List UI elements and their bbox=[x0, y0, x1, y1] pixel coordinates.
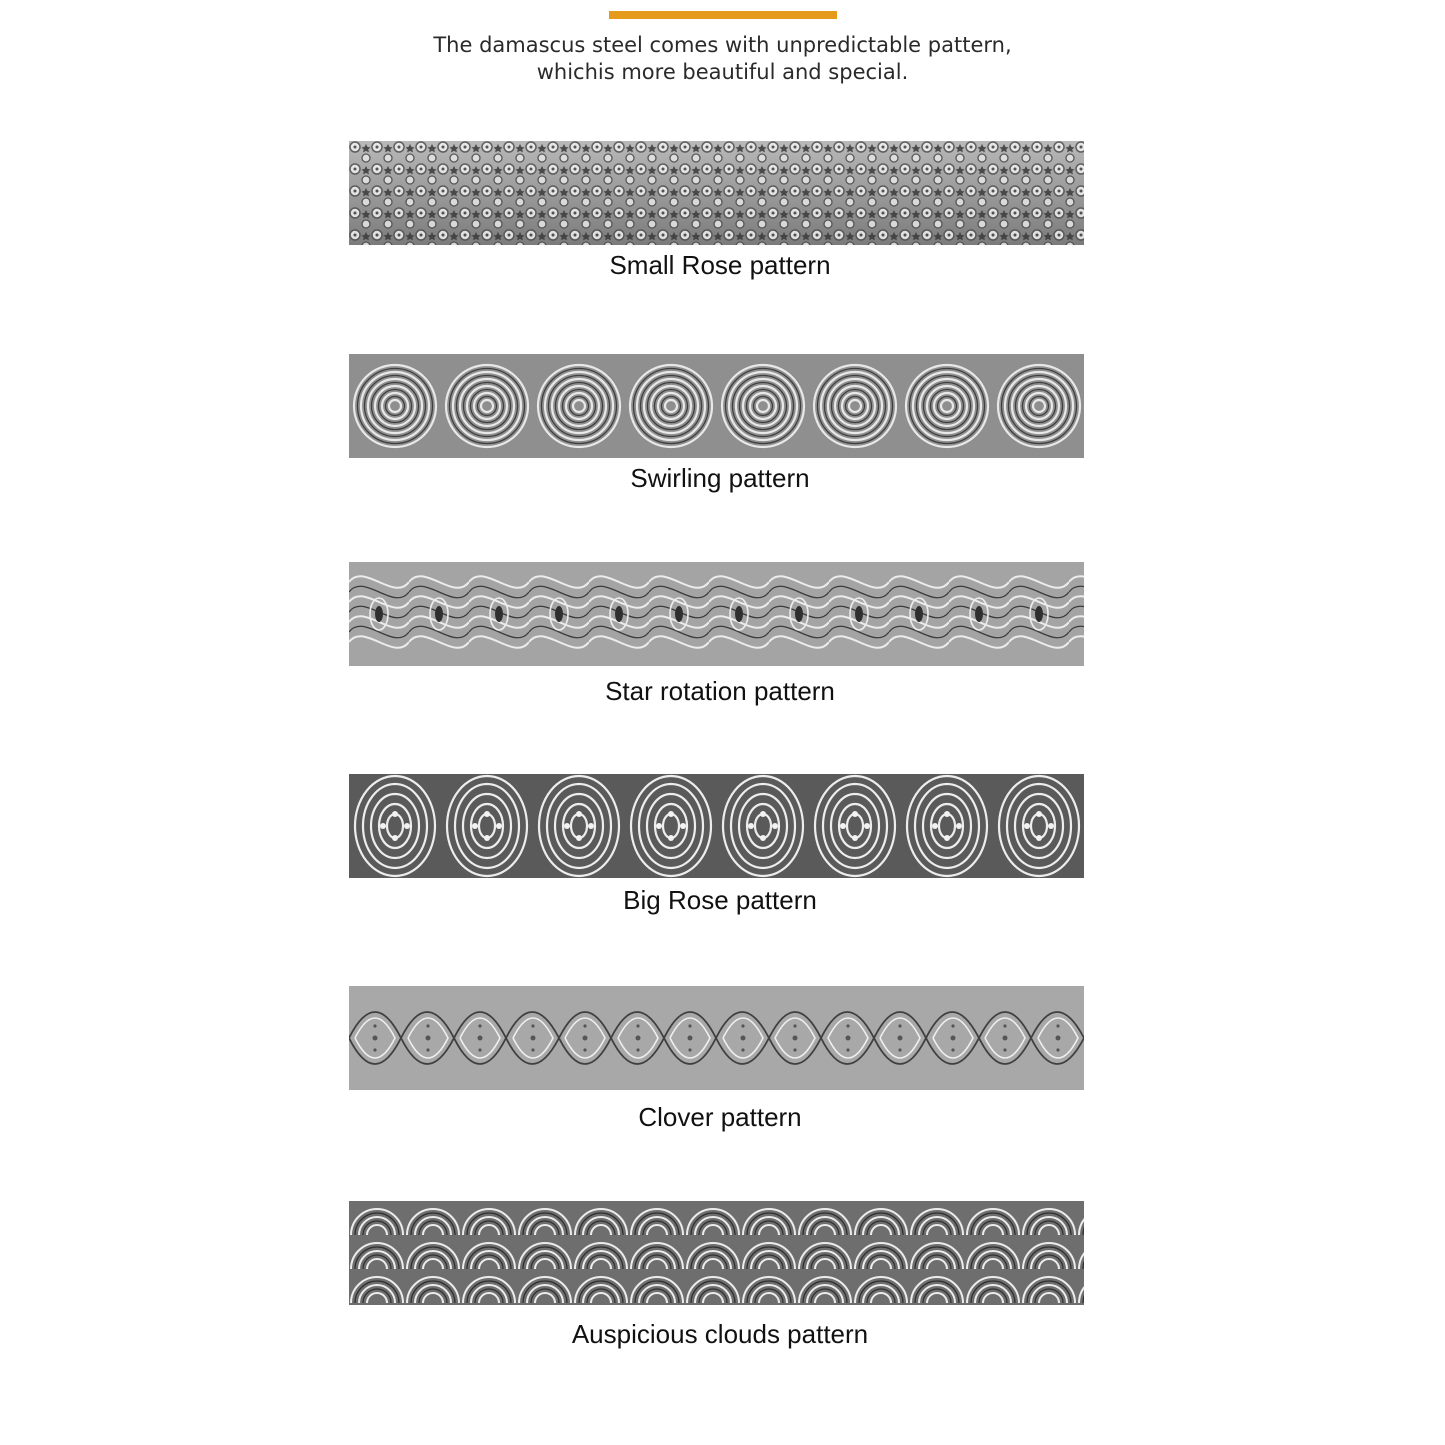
star-rotation-steel-bar bbox=[349, 562, 1084, 666]
intro-line-2: whichis more beautiful and special. bbox=[536, 60, 909, 84]
swirling-steel-bar bbox=[349, 354, 1084, 458]
concentric-swirl-icon bbox=[349, 354, 1084, 458]
pattern-label: Small Rose pattern bbox=[609, 250, 831, 280]
intro-text bbox=[0, 32, 1445, 86]
pattern-label: Big Rose pattern bbox=[623, 885, 817, 915]
diamond-lattice-icon bbox=[349, 986, 1084, 1090]
wave-loop-icon bbox=[349, 562, 1084, 666]
pattern-label: Star rotation pattern bbox=[605, 676, 835, 706]
dots-icon bbox=[349, 141, 1084, 245]
pattern-label: Clover pattern bbox=[638, 1102, 802, 1132]
rose-ring-icon bbox=[349, 774, 1084, 878]
accent-bar bbox=[609, 11, 837, 19]
intro-line-1: The damascus steel comes with unpredictable pattern, bbox=[433, 33, 1012, 57]
pattern-label: Swirling pattern bbox=[630, 463, 810, 493]
cloud-arc-icon bbox=[349, 1201, 1084, 1305]
pattern-label: Auspicious clouds pattern bbox=[571, 1319, 869, 1349]
auspicious-clouds-steel-bar bbox=[349, 1201, 1084, 1305]
big-rose-steel-bar bbox=[349, 774, 1084, 878]
clover-steel-bar bbox=[349, 986, 1084, 1090]
small-rose-steel-bar bbox=[349, 141, 1084, 245]
